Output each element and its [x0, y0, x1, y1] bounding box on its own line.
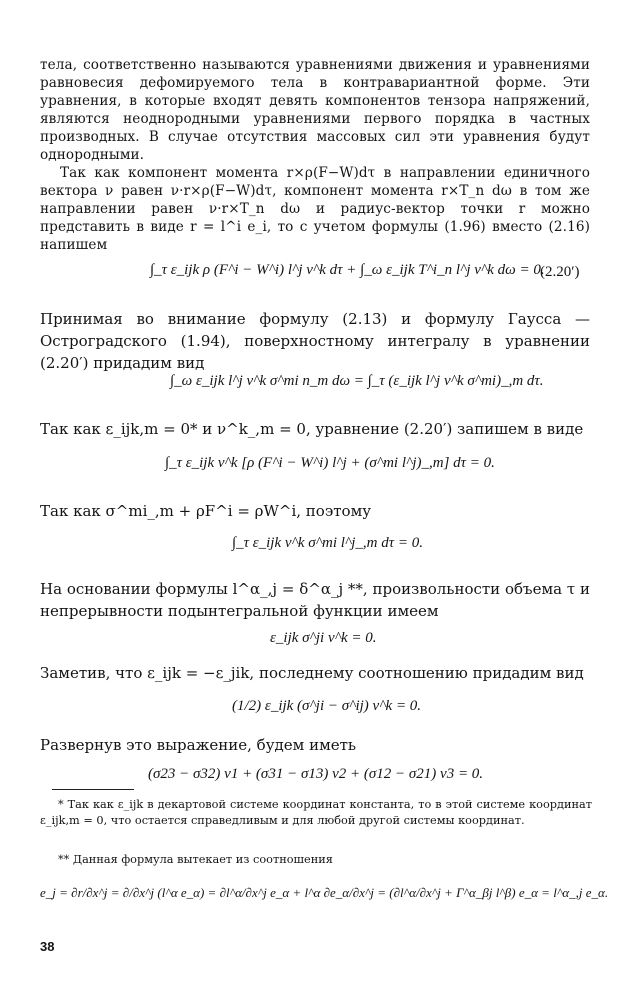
- paragraph-4: Так как ε_ijk,m = 0* и ν^k_,m = 0, уравнение (2.20′) запишем в виде: [40, 420, 584, 438]
- equation-footnote: e_j = ∂r/∂x^j = ∂/∂x^j (l^α e_α) = ∂l^α/∂x^j e_α + l^α ∂e_α/∂x^j = (∂l^α/∂x^j + Γ^α_βj l^β) e_α = l^α_,j e_α.: [40, 885, 609, 900]
- footnote-1: * Так как ε_ijk в декартовой системе координат константа, то в этой системе координат ε_ijk,m = 0, что остается справедливым и для любой другой системы координат.: [40, 798, 592, 827]
- paragraph-2: Так как компонент момента r×ρ(F−W)dτ в направлении единичного вектора ν равен ν·r×ρ(F−W)dτ, компонент момента r×T_n dω в том же направлении равен ν·r×T_n dω и радиус-вектор точки r можно представить в виде r = l^i e_i, то с учетом формулы (1.96) вместо (2.16) напишем: [40, 165, 590, 253]
- footnote-rule: [52, 789, 134, 790]
- equation-number: (2.20′): [540, 264, 580, 280]
- paragraph-1: тела, соответственно называются уравнениями движения и уравнениями равновесия дефомируемого тела в контравариантной форме. Эти уравнения, в которые входят девять компонентов тензора напряжений, являются неоднородными уравнениями первого порядка в частных производных. В случае отсутствия массовых сил эти уравнения будут однородными.: [40, 57, 590, 163]
- page-number: 38: [40, 939, 55, 954]
- paragraph-5: Так как σ^mi_,m + ρF^i = ρW^i, поэтому: [40, 502, 372, 520]
- equation-expanded: ∫_τ ε_ijk ν^k [ρ (F^i − W^i) l^j + (σ^mi l^j)_,m] dτ = 0.: [165, 455, 495, 471]
- paragraph-7: Заметив, что ε_ijk = −ε_jik, последнему соотношению придадим вид: [40, 664, 584, 682]
- equation-stress-symmetry: ε_ijk σ^ji ν^k = 0.: [270, 630, 377, 646]
- paragraph-8: Развернув это выражение, будем иметь: [40, 736, 357, 754]
- equation-2-20-prime: ∫_τ ε_ijk ρ (F^i − W^i) l^j ν^k dτ + ∫_ω ε_ijk T^i_n l^j ν^k dω = 0.: [150, 262, 545, 278]
- paragraph-3: Принимая во внимание формулу (2.13) и формулу Гаусса — Остроградского (1.94), поверхностному интегралу в уравнении (2.20′) придадим вид: [40, 310, 590, 372]
- footnote-2: ** Данная формула вытекает из соотношения: [58, 853, 333, 866]
- equation-gauss: ∫_ω ε_ijk l^j ν^k σ^mi n_m dω = ∫_τ (ε_ijk l^j ν^k σ^mi)_,m dτ.: [170, 373, 544, 389]
- paragraph-6: На основании формулы l^α_,j = δ^α_j **, произвольности объема τ и непрерывности подынтегральной функции имеем: [40, 580, 590, 620]
- equation-reduced: ∫_τ ε_ijk ν^k σ^mi l^j_,m dτ = 0.: [232, 535, 423, 551]
- equation-half-form: (1/2) ε_ijk (σ^ji − σ^ij) ν^k = 0.: [232, 698, 422, 714]
- equation-components: (σ23 − σ32) ν1 + (σ31 − σ13) ν2 + (σ12 − σ21) ν3 = 0.: [148, 766, 484, 782]
